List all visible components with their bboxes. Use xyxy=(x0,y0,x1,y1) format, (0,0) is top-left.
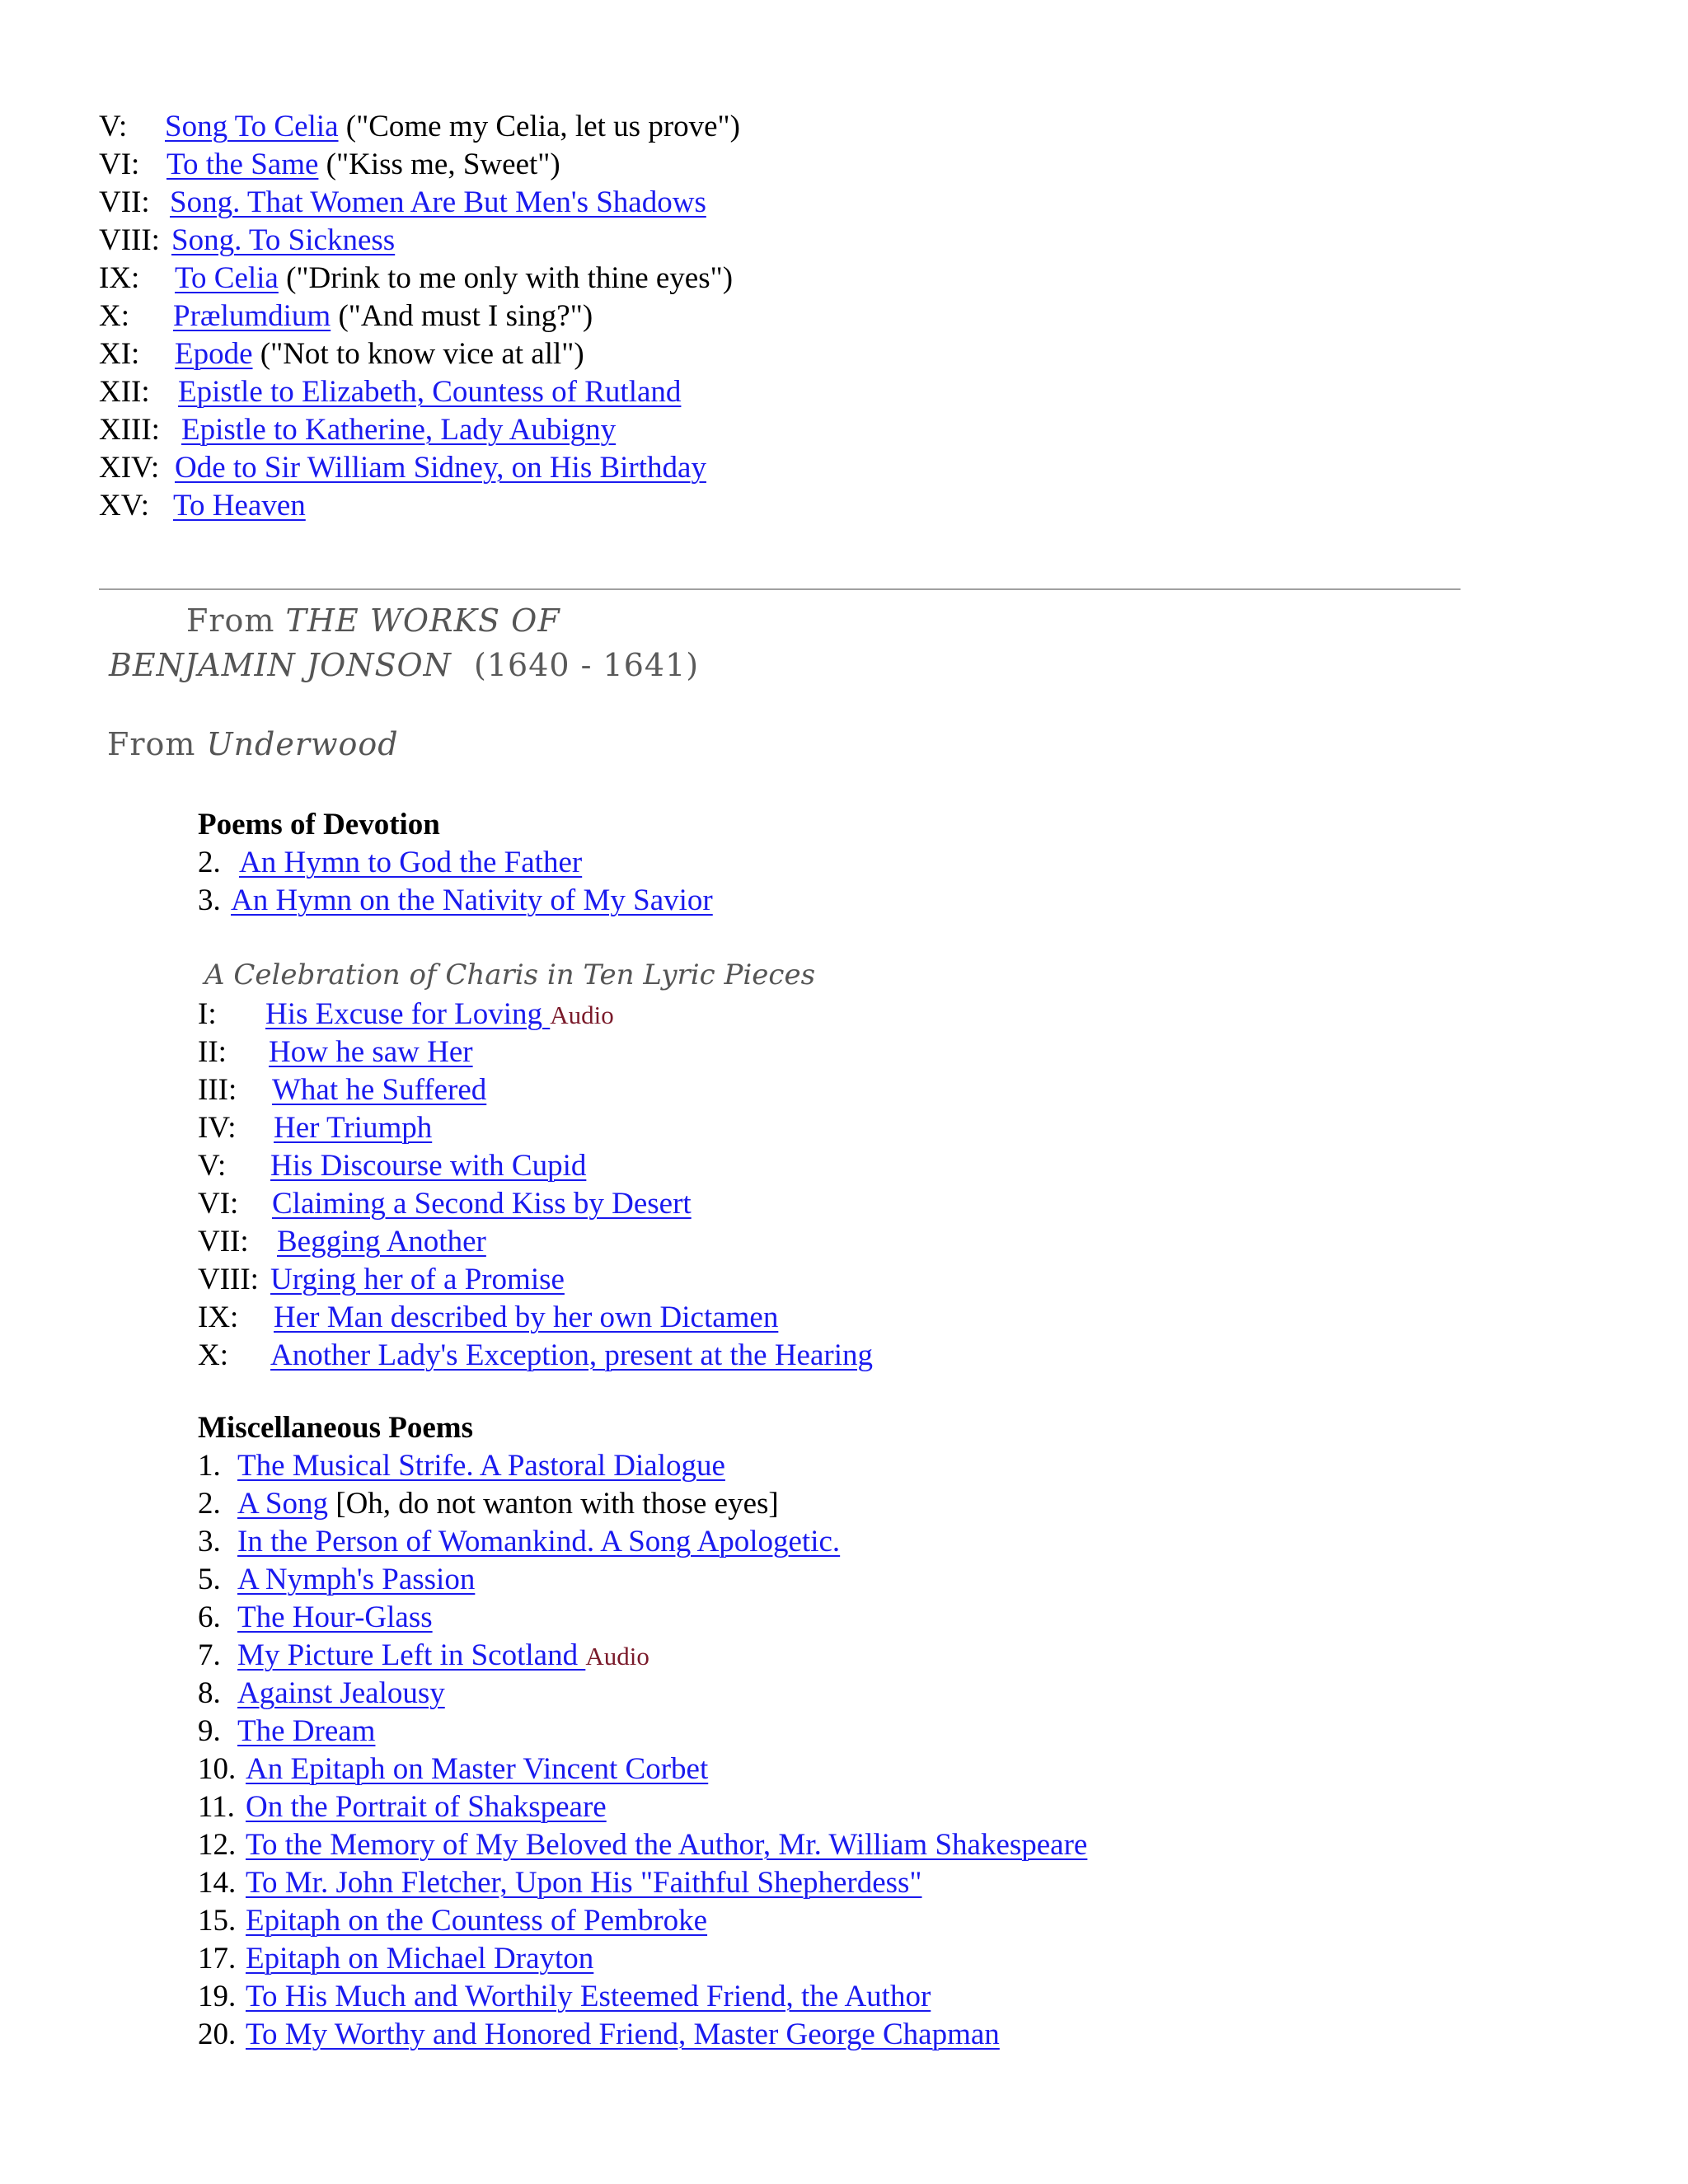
poem-link[interactable]: To His Much and Worthily Esteemed Friend, the Author xyxy=(246,1980,931,2013)
list-item xyxy=(198,1485,779,1523)
list-item xyxy=(198,1109,432,1147)
item-number: 20. xyxy=(198,2018,237,2051)
item-number: XV: xyxy=(99,489,149,523)
item-number: XI: xyxy=(99,337,140,371)
item-number: VII: xyxy=(198,1225,249,1258)
list-item xyxy=(99,411,616,449)
list-item xyxy=(99,184,706,222)
poem-link[interactable]: His Excuse for Loving xyxy=(265,997,551,1031)
list-item xyxy=(99,298,593,335)
item-number: I: xyxy=(198,997,217,1031)
item-note: ("Not to know vice at all") xyxy=(252,337,584,371)
list-item xyxy=(198,1299,778,1337)
list-item xyxy=(99,373,681,411)
item-number: VIII: xyxy=(99,223,160,257)
list-item xyxy=(198,1750,708,1788)
list-item xyxy=(198,1940,593,1978)
item-note: ("And must I sing?") xyxy=(331,299,593,333)
section-heading-misc: Miscellaneous Poems xyxy=(198,1411,473,1445)
poem-link[interactable]: My Picture Left in Scotland xyxy=(237,1638,586,1672)
audio-link[interactable]: Audio xyxy=(550,1001,614,1029)
item-number: 11. xyxy=(198,1790,235,1824)
item-number: 15. xyxy=(198,1904,237,1938)
list-item xyxy=(198,1826,1087,1864)
list-item xyxy=(99,222,395,260)
poem-link[interactable]: To the Memory of My Beloved the Author, Mr. William Shakespeare xyxy=(246,1828,1088,1862)
works-heading-line1: From THE WORKS OF xyxy=(186,602,560,639)
list-item xyxy=(99,335,584,373)
item-number: IX: xyxy=(99,261,140,295)
item-number: 3. xyxy=(198,883,221,917)
poem-link[interactable]: His Discourse with Cupid xyxy=(270,1149,587,1183)
poem-link[interactable]: Another Lady's Exception, present at the Hearing xyxy=(270,1338,874,1372)
poem-link[interactable]: To the Same xyxy=(166,148,319,181)
list-item xyxy=(198,1864,922,1902)
poem-link[interactable]: Song. To Sickness xyxy=(171,223,396,257)
item-number: II: xyxy=(198,1035,227,1069)
list-item xyxy=(198,1902,707,1940)
item-number: X: xyxy=(99,299,129,333)
charis-heading-image: A Celebration of Charis in Ten Lyric Pieces xyxy=(204,958,816,991)
item-number: 7. xyxy=(198,1638,221,1672)
poem-link[interactable]: Epistle to Katherine, Lady Aubigny xyxy=(181,413,617,447)
list-item xyxy=(198,2016,1000,2054)
list-item xyxy=(198,1637,649,1675)
item-number: 17. xyxy=(198,1942,237,1975)
poem-link[interactable]: Her Man described by her own Dictamen xyxy=(274,1301,779,1334)
item-number: 14. xyxy=(198,1866,237,1900)
poem-link[interactable]: The Musical Strife. A Pastoral Dialogue xyxy=(237,1449,725,1483)
poem-link[interactable]: To Celia xyxy=(175,261,279,295)
list-item xyxy=(99,449,706,487)
poem-link[interactable]: An Hymn to God the Father xyxy=(239,846,583,879)
list-item xyxy=(198,1523,840,1561)
poem-link[interactable]: Epistle to Elizabeth, Countess of Rutland xyxy=(178,375,682,409)
item-number: IX: xyxy=(198,1301,239,1334)
item-number: XIV: xyxy=(99,451,160,485)
item-number: VII: xyxy=(99,185,150,219)
list-item xyxy=(198,1675,445,1713)
list-item xyxy=(198,1561,475,1599)
poem-link[interactable]: To Heaven xyxy=(173,489,306,523)
section-heading-devotion: Poems of Devotion xyxy=(198,808,440,841)
poem-link[interactable]: Urging her of a Promise xyxy=(270,1263,565,1296)
item-number: 19. xyxy=(198,1980,237,2013)
list-item xyxy=(198,1337,873,1375)
list-item xyxy=(198,1033,473,1071)
item-number: 2. xyxy=(198,846,221,879)
poem-link[interactable]: How he saw Her xyxy=(269,1035,473,1069)
list-item xyxy=(198,1978,931,2016)
item-number: 12. xyxy=(198,1828,237,1862)
item-number: IV: xyxy=(198,1111,237,1145)
poem-link[interactable]: In the Person of Womankind. A Song Apologetic. xyxy=(237,1525,841,1558)
item-number: XII: xyxy=(99,375,150,409)
item-number: 10. xyxy=(198,1752,237,1786)
poem-link[interactable]: Ode to Sir William Sidney, on His Birthday xyxy=(175,451,706,485)
poem-link[interactable]: To My Worthy and Honored Friend, Master George Chapman xyxy=(246,2018,1000,2051)
list-item xyxy=(198,1713,375,1750)
item-number: VI: xyxy=(99,148,140,181)
item-number: X: xyxy=(198,1338,228,1372)
item-note: ("Come my Celia, let us prove") xyxy=(338,110,740,143)
list-item xyxy=(198,996,614,1034)
poem-link[interactable]: Song To Celia xyxy=(165,110,339,143)
item-note: ("Drink to me only with thine eyes") xyxy=(278,261,734,295)
item-number: VIII: xyxy=(198,1263,259,1296)
item-number: 9. xyxy=(198,1714,221,1748)
item-note: ("Kiss me, Sweet") xyxy=(318,148,560,181)
item-number: 8. xyxy=(198,1676,221,1710)
item-number: VI: xyxy=(198,1187,239,1221)
list-item xyxy=(99,487,306,525)
item-number: 2. xyxy=(198,1487,221,1521)
poem-link[interactable]: Song. That Women Are But Men's Shadows xyxy=(170,185,706,219)
list-item xyxy=(198,1223,486,1261)
poem-link[interactable]: Epode xyxy=(175,337,253,371)
poem-link[interactable]: What he Suffered xyxy=(272,1073,487,1107)
poem-link[interactable]: Begging Another xyxy=(277,1225,486,1258)
poem-link[interactable]: An Epitaph on Master Vincent Corbet xyxy=(246,1752,709,1786)
poem-link[interactable]: On the Portrait of Shakspeare xyxy=(246,1790,607,1824)
list-item xyxy=(198,1788,607,1826)
list-item xyxy=(99,108,740,146)
underwood-heading-image: From Underwood xyxy=(107,726,399,762)
poem-link[interactable]: Epitaph on Michael Drayton xyxy=(246,1942,594,1975)
list-item xyxy=(99,146,560,184)
list-item xyxy=(198,1261,565,1299)
item-number: 1. xyxy=(198,1449,221,1483)
audio-link[interactable]: Audio xyxy=(585,1642,649,1671)
item-note: [Oh, do not wanton with those eyes] xyxy=(328,1487,779,1521)
item-number: V: xyxy=(198,1149,227,1183)
poem-link[interactable]: Epitaph on the Countess of Pembroke xyxy=(246,1904,708,1938)
poem-link[interactable]: Against Jealousy xyxy=(237,1676,445,1710)
list-item xyxy=(99,260,733,298)
poem-link[interactable]: Prælumdium xyxy=(173,299,331,333)
list-item xyxy=(198,1447,725,1485)
poem-link[interactable]: The Dream xyxy=(237,1714,376,1748)
item-number: III: xyxy=(198,1073,237,1107)
item-number: 6. xyxy=(198,1601,221,1634)
item-number: 3. xyxy=(198,1525,221,1558)
works-heading-line2: BENJAMIN JONSON (1640 - 1641) xyxy=(109,647,700,683)
item-number: 5. xyxy=(198,1563,221,1596)
item-number: XIII: xyxy=(99,413,160,447)
list-item xyxy=(198,844,582,882)
poem-link[interactable]: A Song xyxy=(237,1487,329,1521)
poem-link[interactable]: To Mr. John Fletcher, Upon His "Faithful Shepherdess" xyxy=(246,1866,922,1900)
item-number: V: xyxy=(99,110,128,143)
poem-link[interactable]: Her Triumph xyxy=(274,1111,433,1145)
list-item xyxy=(198,1185,692,1223)
list-item xyxy=(198,1599,433,1637)
list-item xyxy=(198,1147,586,1185)
list-item xyxy=(198,1071,486,1109)
poem-link[interactable]: Claiming a Second Kiss by Desert xyxy=(272,1187,692,1221)
horizontal-divider xyxy=(99,588,1461,590)
poem-link[interactable]: An Hymn on the Nativity of My Savior xyxy=(231,883,713,917)
poem-link[interactable]: The Hour-Glass xyxy=(237,1601,433,1634)
list-item xyxy=(198,882,713,920)
poem-link[interactable]: A Nymph's Passion xyxy=(237,1563,476,1596)
